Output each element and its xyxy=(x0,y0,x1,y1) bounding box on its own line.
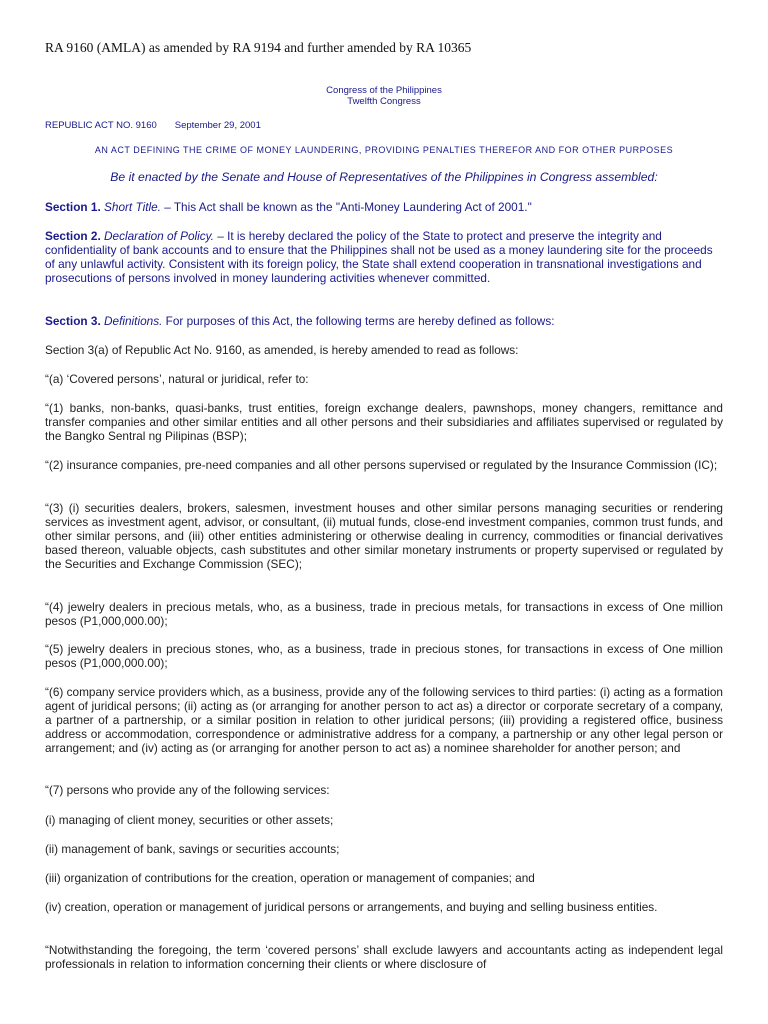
act-title: AN ACT DEFINING THE CRIME OF MONEY LAUNDERING, PROVIDING PENALTIES THEREFOR AND FOR OTHER PURPOSES xyxy=(94,145,674,155)
paragraph-5: “(5) jewelry dealers in precious stones, who, as a business, trade in precious stones, for transactions in excess of One million pesos (P1,000,000.00); xyxy=(45,642,723,670)
section-1-text: – This Act shall be known as the "Anti-Money Laundering Act of 2001." xyxy=(160,200,532,214)
paragraph-7: “(7) persons who provide any of the following services: xyxy=(45,783,330,797)
republic-act-line xyxy=(45,120,261,131)
paragraph-4: “(4) jewelry dealers in precious metals, who, as a business, trade in precious metals, for transactions in excess of One million pesos (P1,000,000.00); xyxy=(45,600,723,628)
paragraph-a: “(a) ‘Covered persons’, natural or juridical, refer to: xyxy=(45,372,309,386)
republic-act-number: REPUBLIC ACT NO. 9160 xyxy=(45,120,157,131)
section-2-name: Declaration of Policy. xyxy=(104,229,214,243)
amendment-paragraph: Section 3(a) of Republic Act No. 9160, as amended, is hereby amended to read as follows: xyxy=(45,343,519,357)
paragraph-7-iii: (iii) organization of contributions for the creation, operation or management of companies; and xyxy=(45,871,535,885)
paragraph-6: “(6) company service providers which, as a business, provide any of the following services to third parties: (i) acting as a formation agent of juridical persons; (ii) acting as (or arranging for another person to act as) a director or corporate secretary of a company, a partner of a partnership, or a similar position in relation to other juridical persons; (iii) providing a registered office, business address or accommodation, correspondence or administrative address for a company, a partnership or any other legal person or arrangement; and (iv) acting as (or arranging for another person to act as) a nominee shareholder for another person; and xyxy=(45,685,723,755)
paragraph-3: “(3) (i) securities dealers, brokers, salesmen, investment houses and other similar persons managing securities or rendering services as investment agent, advisor, or consultant, (ii) mutual funds, close-end investment companies, common trust funds, and other similar persons, and (iii) other entities administering or otherwise dealing in currency, commodities or financial derivatives based thereon, valuable objects, cash substitutes and other similar monetary instruments or property supervised or regulated by the Securities and Exchange Commission (SEC); xyxy=(45,501,723,571)
section-3 xyxy=(45,314,723,328)
section-2-text: – It is hereby declared the policy of the State to protect and preserve the integrity and confidentiality of bank accounts and to ensure that the Philippines shall not be used as a money laundering site for the proceeds of any unlawful activity. Consistent with its foreign policy, the State shall extend cooperation in transnational investigations and prosecutions of persons involved in money laundering activities whenever committed. xyxy=(45,229,713,285)
enacting-clause: Be it enacted by the Senate and House of Representatives of the Philippines in Congress assembled: xyxy=(110,170,658,184)
section-2 xyxy=(45,229,723,285)
paragraph-notwithstanding: “Notwithstanding the foregoing, the term ‘covered persons’ shall exclude lawyers and accountants acting as independent legal professionals in relation to information concerning their clients or where disclosure of xyxy=(45,943,723,971)
paragraph-7-ii: (ii) management of bank, savings or securities accounts; xyxy=(45,842,340,856)
section-3-name: Definitions. xyxy=(104,314,163,328)
congress-name: Congress of the Philippines xyxy=(326,85,442,96)
republic-act-date: September 29, 2001 xyxy=(174,120,261,131)
section-1 xyxy=(45,200,723,214)
congress-number: Twelfth Congress xyxy=(347,96,421,107)
paragraph-2: “(2) insurance companies, pre-need companies and all other persons supervised or regulated by the Insurance Commission (IC); xyxy=(45,458,718,472)
section-3-text: For purposes of this Act, the following terms are hereby defined as follows: xyxy=(162,314,555,328)
section-3-heading: Section 3. xyxy=(45,314,101,328)
section-1-heading: Section 1. xyxy=(45,200,101,214)
document-title: RA 9160 (AMLA) as amended by RA 9194 and further amended by RA 10365 xyxy=(45,40,472,55)
paragraph-7-i: (i) managing of client money, securities or other assets; xyxy=(45,813,334,827)
section-2-heading: Section 2. xyxy=(45,229,101,243)
paragraph-7-iv: (iv) creation, operation or management of juridical persons or arrangements, and buying and selling business entities. xyxy=(45,900,658,914)
paragraph-1: “(1) banks, non-banks, quasi-banks, trust entities, foreign exchange dealers, pawnshops, money changers, remittance and transfer companies and other similar entities and all other persons and their subsidiaries and affiliates supervised or regulated by the Bangko Sentral ng Pilipinas (BSP); xyxy=(45,401,723,443)
section-1-name: Short Title. xyxy=(104,200,161,214)
